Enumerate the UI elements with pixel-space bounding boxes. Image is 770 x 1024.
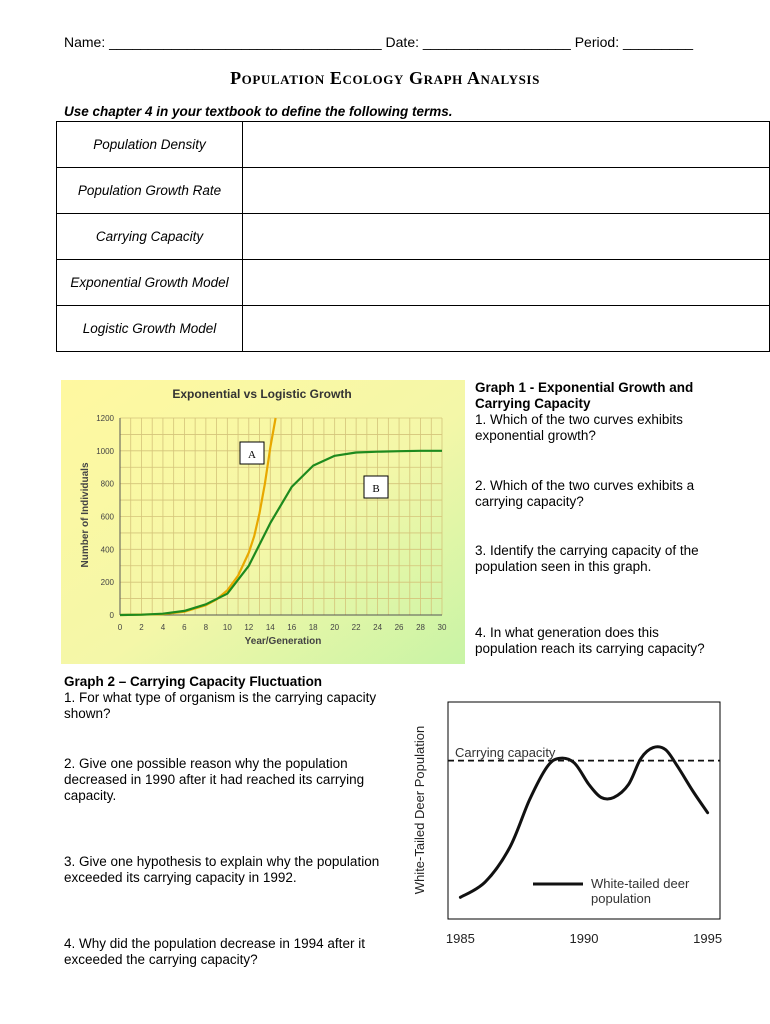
series-label-b: B [372,483,380,495]
question-text: decreased in 1990 after it had reached its carrying [64,772,365,787]
question-text: 3. Identify the carrying capacity of the [475,543,699,558]
x-tick-label: 14 [265,623,275,632]
y-tick-label: 1200 [96,414,114,423]
graph1-heading [475,380,693,412]
x-tick-label: 18 [308,623,318,632]
x-tick-label: 4 [160,623,166,632]
question-text: 1. Which of the two curves exhibits [475,412,683,427]
deer-population-chart [405,690,730,955]
question-text: 2. Which of the two curves exhibits a [475,478,695,493]
question-text: 3. Give one hypothesis to explain why the population [64,854,380,869]
y-tick-label: 400 [100,545,114,555]
chart-background [61,380,465,664]
y-tick-label: 600 [100,512,114,522]
definition-cell[interactable] [243,214,770,260]
question-text: capacity. [64,788,117,803]
x-tick-label: 1985 [445,931,475,946]
term-cell: Population Growth Rate [57,168,243,214]
x-tick-label: 24 [373,623,383,632]
header-line [64,34,693,50]
exponential-logistic-chart [61,380,465,664]
table-row [57,306,770,352]
carrying-capacity-label: Carrying capacity [455,745,556,760]
graph1-question-2 [475,478,694,510]
question-text: 1. For what type of organism is the carrying capacity [64,690,377,705]
y-tick-label: 1000 [96,446,114,456]
question-text: population reach its carrying capacity? [475,641,705,656]
graph1-heading-line2: Carrying Capacity [475,396,591,411]
definition-cell[interactable] [243,168,770,214]
question-text: population seen in this graph. [475,559,652,574]
question-text: 4. Why did the population decrease in 1994 after it [64,936,365,951]
term-cell: Carrying Capacity [57,214,243,260]
legend-line-2: population [591,891,651,906]
terms-table [56,121,770,352]
definition-cell[interactable] [243,306,770,352]
definition-cell[interactable] [243,260,770,306]
graph1-question-4 [475,625,705,657]
x-tick-label: 0 [117,623,123,632]
x-tick-label: 26 [394,623,404,632]
x-tick-label: 20 [330,623,340,632]
question-text: 4. In what generation does this [475,625,659,640]
graph2-heading-text: Graph 2 – Carrying Capacity Fluctuation [64,674,323,689]
x-tick-label: 6 [182,623,187,632]
graph1-question-1 [475,412,683,444]
legend-label [591,876,693,906]
x-tick-label: 28 [416,623,425,632]
table-row [57,214,770,260]
table-row [57,122,770,168]
x-tick-label: 8 [203,623,209,632]
table-row [57,168,770,214]
graph2-question-3 [64,854,379,886]
name-label: Name: [64,34,106,50]
x-axis-label: Year/Generation [244,636,322,647]
legend-line-1: White-tailed deer [591,876,690,891]
graph1-heading-line1: Graph 1 - Exponential Growth and [475,380,694,395]
graph2-question-2 [64,756,364,804]
y-axis-label: White-Tailed Deer Population [412,725,427,895]
y-tick-label: 200 [100,578,114,588]
definition-cell[interactable] [243,122,770,168]
x-tick-label: 12 [244,623,254,632]
label-box-a [240,442,264,464]
y-axis-label: Number of Individuals [80,462,91,568]
graph2-question-1 [64,690,376,722]
x-tick-label: 22 [351,623,361,632]
term-cell: Exponential Growth Model [57,260,243,306]
x-tick-label: 1995 [693,931,723,946]
period-label: Period: [574,34,620,50]
instruction-text: Use chapter 4 in your textbook to define the following terms. [64,104,453,119]
question-text: exceeded the carrying capacity? [64,952,258,967]
date-label: Date: [385,34,419,50]
graph2-question-4 [64,936,365,968]
term-cell: Population Density [57,122,243,168]
name-field[interactable]: ___________________________________ [109,34,382,50]
chart-title: Exponential vs Logistic Growth [172,387,352,401]
x-tick-label: 1990 [569,931,599,946]
period-field[interactable]: _________ [622,34,694,50]
date-field[interactable]: ___________________ [422,34,571,50]
label-box-b [364,476,388,498]
term-cell: Logistic Growth Model [57,306,243,352]
deer-population-curve [460,747,707,898]
page-title: Population Ecology Graph Analysis [230,68,540,88]
x-tick-label: 16 [287,623,297,632]
question-text: shown? [64,706,111,721]
x-tick-label: 30 [437,623,447,632]
y-tick-label: 0 [109,611,114,620]
question-text: exceeded its carrying capacity in 1992. [64,870,297,885]
question-text: 2. Give one possible reason why the population [64,756,348,771]
y-tick-label: 800 [100,479,114,489]
question-text: carrying capacity? [475,494,584,509]
question-text: exponential growth? [475,428,596,443]
series-label-a: A [248,449,256,461]
table-row [57,260,770,306]
x-tick-label: 2 [139,623,144,632]
x-tick-label: 10 [222,623,232,632]
graph1-question-3 [475,543,699,575]
graph2-heading [64,674,322,690]
